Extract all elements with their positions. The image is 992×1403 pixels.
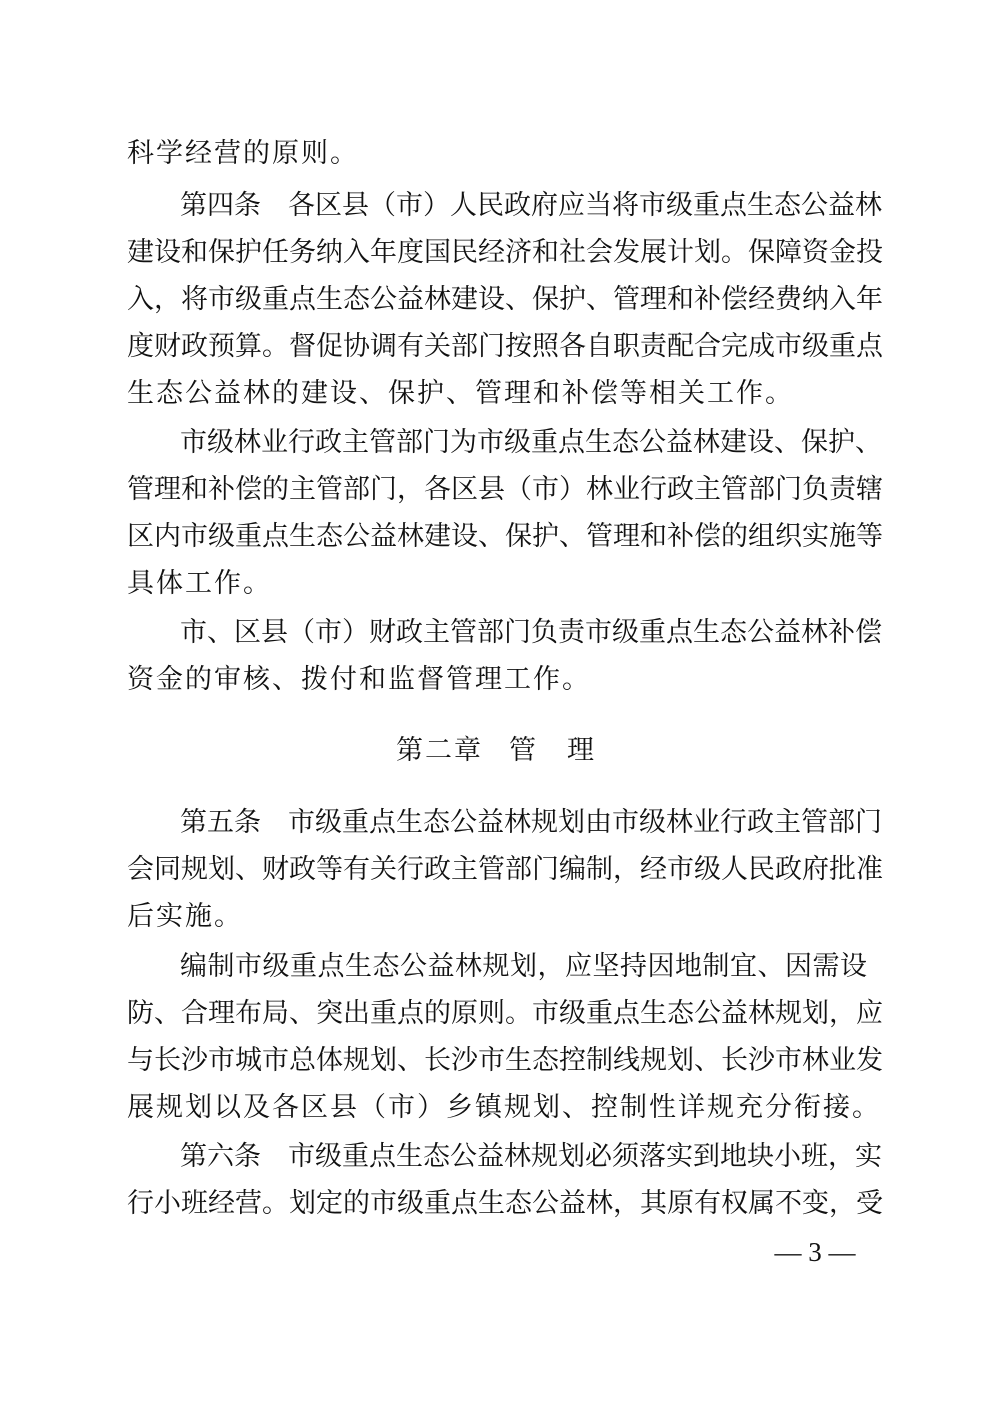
paragraph-line: 建设和保护任务纳入年度国民经济和社会发展计划。保障资金投 bbox=[127, 237, 883, 268]
paragraph-line: 编制市级重点生态公益林规划，应坚持因地制宜、因需设 bbox=[180, 951, 867, 982]
chapter-title: 管 理 bbox=[509, 735, 596, 766]
paragraph-line: 管理和补偿的主管部门，各区县（市）林业行政主管部门负责辖 bbox=[127, 474, 883, 505]
paragraph-line: 生态公益林的建设、保护、管理和补偿等相关工作。 bbox=[127, 378, 794, 409]
paragraph-line: 后实施。 bbox=[127, 901, 243, 932]
paragraph-line: 市、区县（市）财政主管部门负责市级重点生态公益林补偿 bbox=[180, 617, 882, 648]
paragraph-line: 区内市级重点生态公益林建设、保护、管理和补偿的组织实施等 bbox=[127, 521, 883, 552]
paragraph-line: 具体工作。 bbox=[127, 568, 272, 599]
paragraph-line: 入，将市级重点生态公益林建设、保护、管理和补偿经费纳入年 bbox=[127, 284, 883, 315]
paragraph-line: 行小班经营。划定的市级重点生态公益林，其原有权属不变，受 bbox=[127, 1188, 883, 1219]
paragraph-line: 防、合理布局、突出重点的原则。市级重点生态公益林规划，应 bbox=[127, 998, 883, 1029]
paragraph-line: 第六条 市级重点生态公益林规划必须落实到地块小班，实 bbox=[180, 1141, 882, 1172]
chapter-number: 第二章 bbox=[396, 735, 483, 766]
paragraph-line: 科学经营的原则。 bbox=[127, 138, 359, 169]
chapter-heading bbox=[0, 728, 992, 774]
paragraph-line: 会同规划、财政等有关行政主管部门编制，经市级人民政府批准 bbox=[127, 854, 883, 885]
paragraph-line: 度财政预算。督促协调有关部门按照各自职责配合完成市级重点 bbox=[127, 331, 883, 362]
paragraph-line: 第五条 市级重点生态公益林规划由市级林业行政主管部门 bbox=[180, 807, 882, 838]
paragraph-line: 市级林业行政主管部门为市级重点生态公益林建设、保护、 bbox=[180, 427, 882, 458]
paragraph-line: 资金的审核、拨付和监督管理工作。 bbox=[127, 664, 591, 695]
paragraph-line: 与长沙市城市总体规划、长沙市生态控制线规划、长沙市林业发 bbox=[127, 1045, 883, 1076]
paragraph-line: 第四条 各区县（市）人民政府应当将市级重点生态公益林 bbox=[180, 190, 882, 221]
page-number: — 3 — bbox=[774, 1237, 856, 1267]
paragraph-line: 展规划以及各区县（市）乡镇规划、控制性详规充分衔接。 bbox=[127, 1092, 881, 1123]
